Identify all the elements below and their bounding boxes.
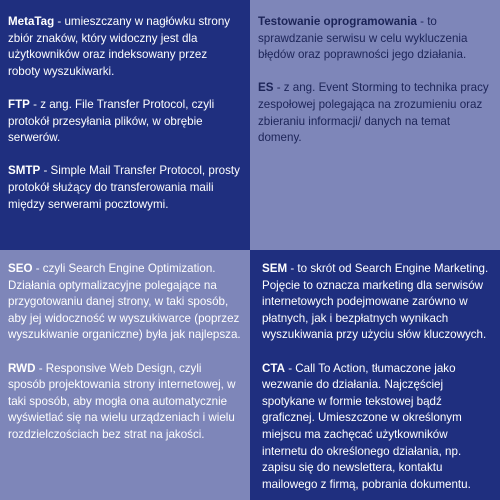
term-es: ES [258,81,274,95]
definition-cta: - Call To Action, tłumaczone jako wezwanie do działania. Najczęściej spotykane w formie tekstowej bądź graficznej. Umieszczone w określonym miejscu ma zachęcać użytkowników internetu do określonego działania, np. zapisu się do newslettera, kontaktu mailowego z firmą, pobrania dokumentu. [262,361,471,491]
term-sem: SEM [262,262,288,275]
glossary-entry-metatag [8,14,242,80]
definition-seo: - czyli Search Engine Optimization. Działania optymalizacyjne polegające na przygotowaniu danej strony, w taki sposób, aby jej widoczność w wyszukiwarce (poprzez wyszukiwanie organiczne) była jak najlepsza. [8,262,241,342]
glossary-entry-sem [262,261,492,344]
definition-ftp: - z ang. File Transfer Protocol, czyli protokół przesyłania plików, w obrębie serwerów. [8,97,215,145]
glossary-panel-bottom-left [0,250,250,500]
glossary-entry-smtp [8,163,242,213]
term-metatag: MetaTag [8,15,55,28]
term-testowanie: Testowanie oprogramowania [258,15,417,28]
glossary-entry-cta [262,361,492,494]
glossary-entry-es [258,80,492,146]
glossary-panel-top-left [0,0,250,250]
term-cta: CTA [262,361,285,375]
term-seo: SEO [8,262,33,275]
glossary-panel-bottom-right [250,250,500,500]
definition-es: - z ang. Event Storming to technika pracy zespołowej polegająca na zrozumieniu oraz zbieraniu informacji/ danych na temat domeny. [258,81,489,145]
definition-rwd: - Responsive Web Design, czyli sposób projektowania strony internetowej, w taki sposób, aby mogła ona automatycznie wyświetlać się na wielu urządzeniach i wielu rozdzielczościach bez strat na jakości. [8,361,236,441]
definition-smtp: - Simple Mail Transfer Protocol, prosty protokół służący do transferowania maili między serwerami pocztowymi. [8,164,240,211]
definition-metatag: - umieszczany w nagłówku strony zbiór znaków, który widoczny jest dla użytkowników oraz indeksowany przez roboty wyszukiwarki. [8,15,231,78]
definition-testowanie: - to sprawdzanie serwisu w celu wykluczenia błędów oraz poprawności jego działania. [258,15,468,62]
glossary-entry-ftp [8,97,242,147]
term-ftp: FTP [8,97,30,111]
glossary-panel-top-right [250,0,500,250]
term-smtp: SMTP [8,164,41,178]
glossary-entry-seo [8,261,242,344]
glossary-entry-testowanie [258,14,492,64]
term-rwd: RWD [8,361,36,375]
glossary-entry-rwd [8,361,242,444]
definition-sem: - to skrót od Search Engine Marketing. Pojęcie to oznacza marketing dla serwisów internetowych podejmowane zarówno w płatnych, jak i bezpłatnych wynikach wyszukiwania przy użyciu słów kluczowych. [262,262,489,342]
